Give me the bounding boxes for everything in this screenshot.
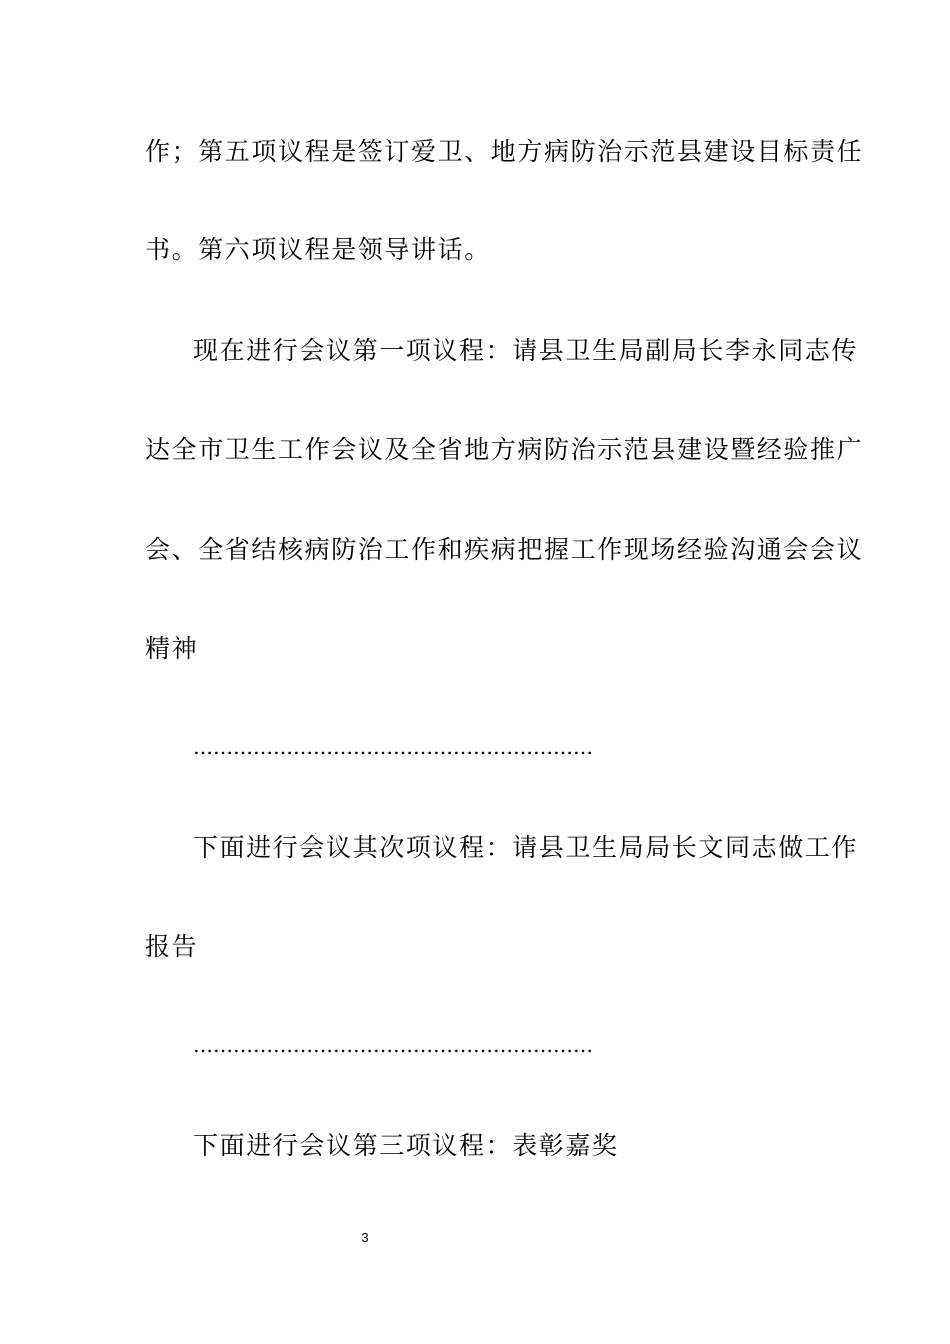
ellipsis-line-2: …………………………………………………… (193, 1033, 593, 1057)
text-line-9: 报告 (145, 932, 199, 961)
page-number: 3 (361, 1230, 369, 1245)
text-line-5: 会、全省结核病防治工作和疾病把握工作现场经验沟通会会议 (145, 535, 864, 564)
text-line-6: 精神 (145, 634, 199, 663)
paragraph-start-line-3: 现在进行会议第一项议程：请县卫生局副局长李永同志传 (193, 336, 859, 365)
text-line-1: 作；第五项议程是签订爱卫、地方病防治示范县建设目标责任 (145, 137, 864, 166)
paragraph-start-line-11: 下面进行会议第三项议程：表彰嘉奖 (193, 1131, 619, 1160)
text-line-2: 书。第六项议程是领导讲话。 (145, 235, 491, 264)
text-line-4: 达全市卫生工作会议及全省地方病防治示范县建设暨经验推广 (145, 435, 864, 464)
ellipsis-line-1: …………………………………………………… (193, 735, 593, 759)
paragraph-start-line-8: 下面进行会议其次项议程：请县卫生局局长文同志做工作 (193, 833, 859, 862)
